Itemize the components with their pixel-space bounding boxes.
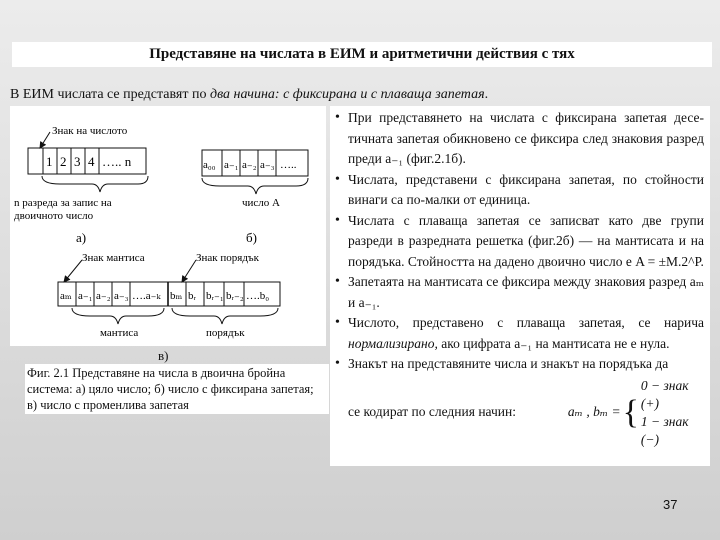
fig-a-cell: 4 xyxy=(88,154,95,169)
fig-b-cell: a₋₃ xyxy=(260,159,275,171)
figure-diagram xyxy=(10,106,326,346)
fig-a-brace-label-1: n разреда за запис на xyxy=(14,197,112,209)
figure-caption xyxy=(25,364,329,414)
slide-title xyxy=(12,42,712,67)
formula-case: 1 − знак (−) xyxy=(640,413,689,447)
formula-row xyxy=(330,377,710,449)
fig-c-order-cell: bᵣ₋₁ xyxy=(206,290,224,302)
page-number: 37 xyxy=(663,497,678,512)
fig-c-order-sign-label: Знак порядък xyxy=(196,252,259,264)
bullet-item: • При представянето на числата с фиксирана запетая десе-тичната запетая обикновено се фиксира след знаковия разред преди a₋₁ (фиг.2.1б). xyxy=(348,108,704,170)
fig-c-order-cell: bᵣ xyxy=(188,290,197,302)
fig-b-grid xyxy=(202,150,308,176)
fig-c-mantissa-brace xyxy=(72,308,164,324)
fig-c-order-label: порядък xyxy=(206,327,245,339)
fig-a-sign-label: Знак на числото xyxy=(52,125,128,137)
fig-a-cell: ….. n xyxy=(102,154,132,169)
bullet-item: • Знакът на представяните числа и знакът на порядъка да xyxy=(348,354,704,375)
bullet-item: • Числата с плаваща запетая се записват като две групи разреди в разредната решетка (фиг.2б) — на мантисата и на порядъка. Стойността на дадено двоично число е A = ±M.2^P. xyxy=(348,211,704,273)
formula-lead: се кодират по следния начин: xyxy=(348,404,516,420)
fig-c-order-brace xyxy=(172,308,278,324)
fig-c-mantissa-cell: a₋₃ xyxy=(114,290,129,302)
fig-a-cell: 3 xyxy=(74,154,81,169)
fig-c-mantissa-sign-label: Знак мантиса xyxy=(82,252,145,264)
fig-b-cell: a₋₁ xyxy=(224,159,239,171)
fig-c-grid xyxy=(58,282,280,306)
bullet-list xyxy=(330,108,710,375)
fig-c-mantissa-arrow xyxy=(64,260,82,282)
intro-italic: два начина: с фиксирана и с плаваща запетая xyxy=(209,87,485,102)
fig-a-cell: 2 xyxy=(60,154,67,169)
formula-brace: { xyxy=(622,393,639,431)
formula-case: 0 − знак (+) xyxy=(640,377,689,411)
fig-a-brace xyxy=(42,176,148,192)
figure-panel xyxy=(10,106,326,346)
bullet-item: • Числата, представени с фиксирана запетая, по стойности винаги са по-малки от единица. xyxy=(348,170,704,211)
caption-line: в) число с променлива запетая xyxy=(27,398,189,412)
bullet-italic: нормализирано, xyxy=(348,335,438,351)
bullet-item: • Запетаята на мантисата се фиксира между знаковия разред aₘ и a₋₁. xyxy=(348,272,704,313)
fig-c-mantissa-cell: a₋₁ xyxy=(78,290,93,302)
bullet-post: ако цифрата a₋₁ на мантисата не е нула. xyxy=(437,335,670,351)
fig-a-grid xyxy=(28,148,146,174)
fig-c-order-arrow xyxy=(182,260,196,282)
fig-b-label: число А xyxy=(242,197,280,209)
fig-c-mantissa-label: мантиса xyxy=(100,327,139,339)
slide-title-text: Представяне на числата в ЕИМ и аритметични действия с тях xyxy=(149,46,575,62)
fig-a-letter: а) xyxy=(76,230,87,245)
bullet-item xyxy=(348,313,704,354)
bullet-pre: Числото, представено с плаваща запетая, се нарича xyxy=(348,315,704,330)
intro-text xyxy=(10,87,540,103)
fig-a-cell: 1 xyxy=(46,154,53,169)
fig-c-order-cell: bₘ xyxy=(170,290,183,302)
caption-line: система: а) цяло число; б) число с фиксирана запетая; xyxy=(27,382,314,396)
fig-c-order-cell: bᵣ₋₂ xyxy=(226,290,244,302)
fig-c-mantissa-cell: a₋₂ xyxy=(96,290,111,302)
intro-end: . xyxy=(484,87,489,102)
fig-c-mantissa-cell: ….a₋ₖ xyxy=(132,290,161,302)
fig-c-order-cell: ….b₀ xyxy=(246,290,270,302)
fig-c-letter: в) xyxy=(158,348,169,363)
caption-line: Фиг. 2.1 Представяне на числа в двоична бройна xyxy=(27,366,286,380)
fig-b-cell: a₋₂ xyxy=(242,159,257,171)
bullet-panel xyxy=(330,106,710,466)
fig-b-cell: ….. xyxy=(280,159,297,171)
fig-a-brace-label-2: двоичното число xyxy=(14,210,94,222)
intro-plain: В ЕИМ числата се представят по xyxy=(10,87,210,102)
fig-c-mantissa-cell: aₘ xyxy=(60,290,72,302)
formula-lhs: aₘ , bₘ = xyxy=(567,404,621,420)
fig-b-brace xyxy=(202,178,308,194)
fig-a-arrow xyxy=(40,132,50,148)
fig-b-letter: б) xyxy=(246,230,257,245)
fig-b-cell: a₀₀ xyxy=(203,159,216,171)
formula-cases xyxy=(641,377,710,449)
